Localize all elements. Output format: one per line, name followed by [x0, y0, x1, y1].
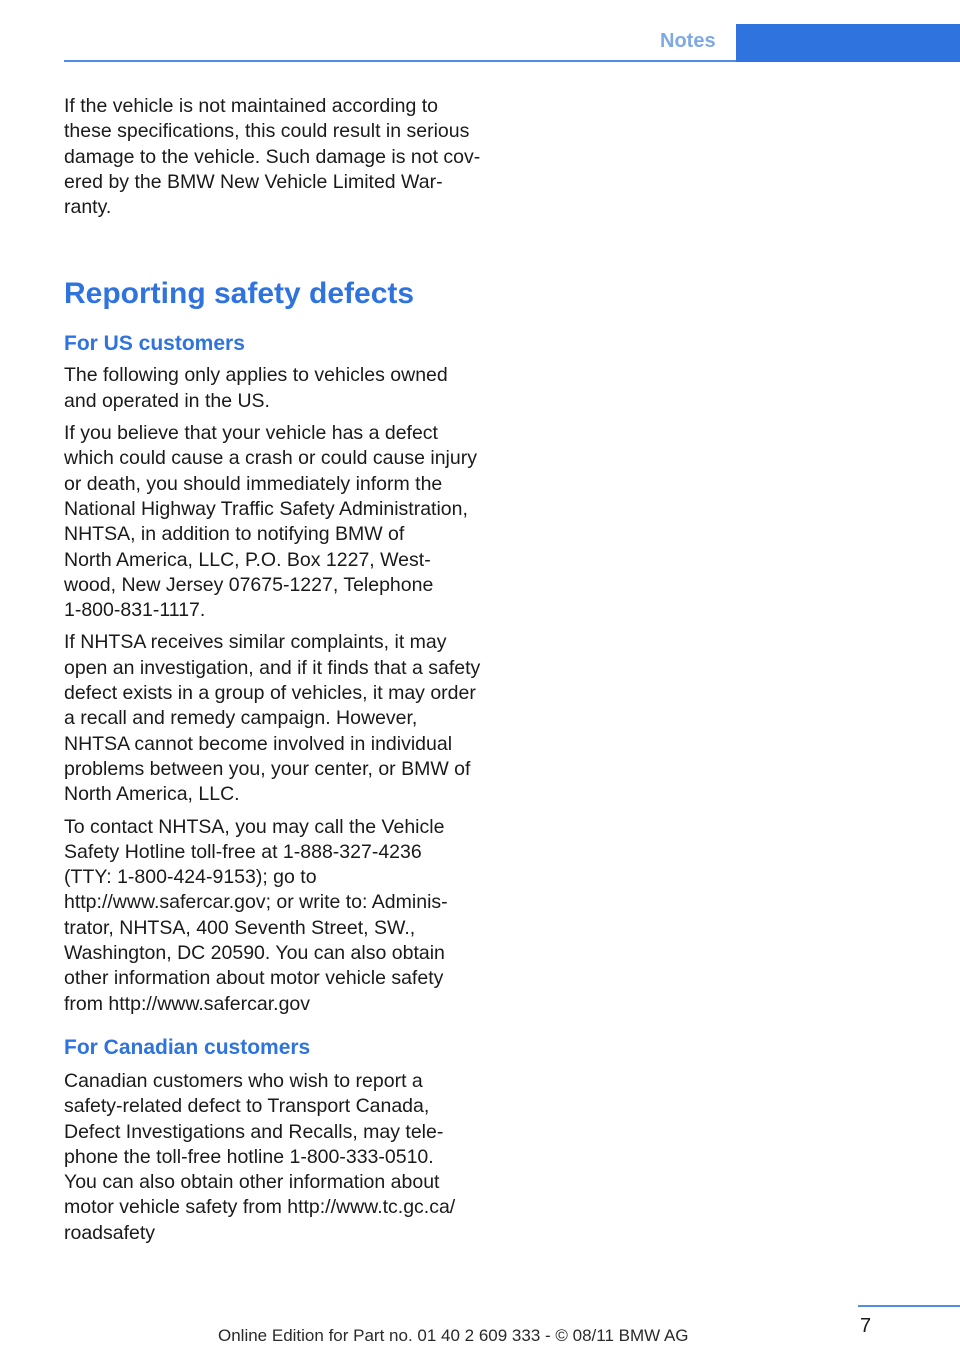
us-paragraph-1: The following only applies to vehicles owned and operated in the US.: [64, 364, 448, 412]
section-label: Notes: [660, 30, 716, 52]
header-accent-block: [736, 24, 960, 62]
page-content: [64, 94, 484, 1253]
canada-paragraph-1: Canadian customers who wish to report a safety-related defect to Transport Canada, Defect Investigations and Recalls, may tele- phone the toll-free hotline 1-800-333-0510. You can also obtain other information about motor vehicle safety from http://www.tc.gc.ca/ roadsafety: [64, 1069, 456, 1244]
page-number: 7: [860, 1315, 872, 1337]
us-paragraph-2: If you believe that your vehicle has a defect which could cause a crash or could cause injury or death, you should immediately inform the National Highway Traffic Safety Administration, NHTSA, in addition to notifying BMW of North America, LLC, P.O. Box 1227, West- wood, New Jersey 07675-1227, Telephone 1-800-831-1117.: [64, 422, 477, 622]
intro-paragraph: If the vehicle is not maintained according to these specifications, this could result in serious damage to the vehicle. Such damage is not cov- ered by the BMW New Vehicle Limited War- ranty.: [64, 95, 481, 219]
us-paragraph-3: If NHTSA receives similar complaints, it may open an investigation, and if it finds that a safety defect exists in a group of vehicles, it may order a recall and remedy campaign. However, NHTSA cannot become involved in individual problems between you, your center, or BMW of North America, LLC.: [64, 631, 481, 806]
canadian-customers-heading: For Canadian customers: [64, 1035, 311, 1059]
edition-footer: Online Edition for Part no. 01 40 2 609 333 - © 08/11 BMW AG: [218, 1326, 689, 1345]
footer-rule: [858, 1305, 960, 1307]
us-customers-heading: For US customers: [64, 332, 245, 356]
us-paragraph-4: To contact NHTSA, you may call the Vehicle Safety Hotline toll-free at 1-888-327-4236 (TTY: 1-800-424-9153); go to http://www.safercar.gov; or write to: Adminis- trator, NHTSA, 400 Seventh Street, SW., Washington, DC 20590. You can also obtain other information about motor vehicle safety from http://www.safercar.gov: [64, 815, 448, 1015]
section-title: Reporting safety defects: [64, 277, 415, 311]
